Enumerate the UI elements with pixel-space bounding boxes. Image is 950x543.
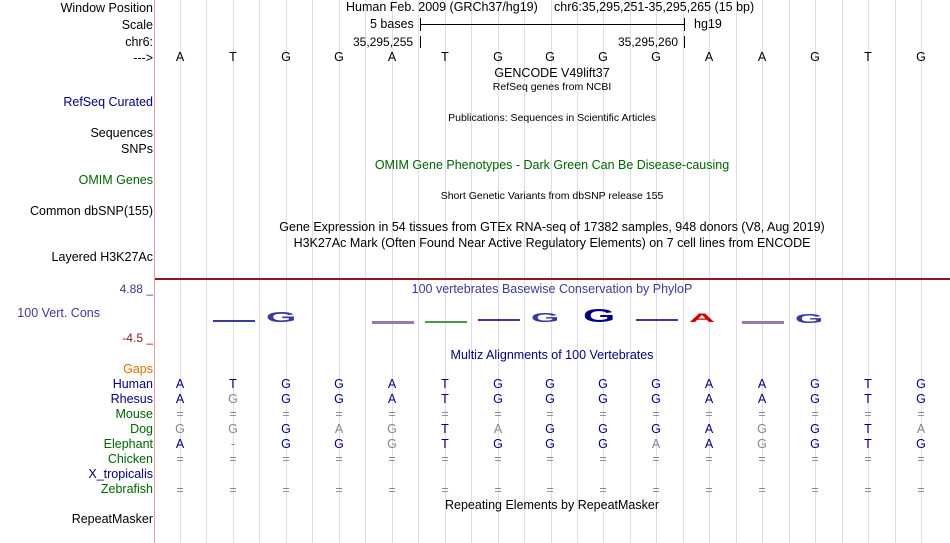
- aligned-base: G: [651, 377, 661, 391]
- h3k27ac-track-desc: H3K27Ac Mark (Often Found Near Active Regulatory Elements) on 7 cell lines from ENCODE: [293, 236, 811, 250]
- aligned-base: G: [545, 422, 555, 436]
- track-group-divider: [155, 278, 950, 280]
- label-scale: Scale: [121, 18, 153, 32]
- aligned-base: T: [864, 377, 872, 391]
- aligned-base: =: [705, 407, 713, 421]
- base: G: [651, 50, 661, 64]
- aligned-base: A: [387, 392, 397, 406]
- aligned-base: =: [917, 483, 925, 497]
- base: G: [493, 50, 503, 64]
- aligned-base: A: [704, 437, 714, 451]
- label-species-human[interactable]: Human: [112, 377, 153, 391]
- aligned-base: =: [229, 452, 237, 466]
- base: A: [704, 50, 714, 64]
- aligned-base: =: [758, 407, 766, 421]
- aligned-base: =: [229, 407, 237, 421]
- aligned-base: G: [334, 437, 344, 451]
- base: A: [387, 50, 397, 64]
- aligned-base: G: [598, 392, 608, 406]
- aligned-base: G: [810, 422, 820, 436]
- aligned-base: G: [810, 392, 820, 406]
- aligned-base: =: [599, 452, 607, 466]
- label-common-dbsnp[interactable]: Common dbSNP(155): [30, 204, 153, 218]
- aligned-base: G: [810, 437, 820, 451]
- aligned-base: =: [441, 407, 449, 421]
- aligned-base: =: [705, 452, 713, 466]
- aligned-base: =: [494, 407, 502, 421]
- aligned-base: G: [493, 392, 503, 406]
- aligned-base: =: [441, 483, 449, 497]
- aligned-base: G: [916, 392, 926, 406]
- aligned-base: G: [757, 437, 767, 451]
- scale-bar: [420, 24, 684, 25]
- label-species-chicken[interactable]: Chicken: [107, 452, 153, 466]
- aligned-base: G: [545, 437, 555, 451]
- scale-text: 5 bases: [370, 17, 414, 31]
- dbsnp-track-desc: Short Genetic Variants from dbSNP release 155: [440, 190, 664, 202]
- aligned-base: G: [651, 392, 661, 406]
- aligned-base: T: [441, 437, 449, 451]
- aligned-base: G: [387, 437, 397, 451]
- aligned-base: =: [176, 483, 184, 497]
- gtex-track-desc: Gene Expression in 54 tissues from GTEx RNA-seq of 17382 samples, 948 donors (V8, Aug 2019): [279, 220, 825, 234]
- aligned-base: =: [917, 407, 925, 421]
- aligned-base: A: [493, 422, 503, 436]
- label-species-x-tropicalis[interactable]: X_tropicalis: [88, 467, 153, 481]
- label-100-vert-cons[interactable]: 100 Vert. Cons: [17, 306, 100, 320]
- base: T: [229, 50, 237, 64]
- aligned-base: G: [545, 392, 555, 406]
- aligned-base: G: [281, 422, 291, 436]
- aligned-base: =: [758, 452, 766, 466]
- aligned-base: =: [546, 483, 554, 497]
- aligned-base: G: [493, 437, 503, 451]
- aligned-base: G: [175, 422, 185, 436]
- aligned-base: A: [175, 377, 185, 391]
- aligned-base: A: [757, 377, 767, 391]
- omim-track-desc: OMIM Gene Phenotypes - Dark Green Can Be Disease-causing: [374, 158, 730, 172]
- aligned-base: =: [335, 452, 343, 466]
- aligned-base: A: [334, 422, 344, 436]
- aligned-base: =: [599, 483, 607, 497]
- aligned-base: =: [388, 407, 396, 421]
- aligned-base: =: [282, 407, 290, 421]
- aligned-base: =: [546, 407, 554, 421]
- aligned-base: G: [598, 377, 608, 391]
- aligned-base: =: [282, 483, 290, 497]
- aligned-base: =: [176, 407, 184, 421]
- aligned-base: G: [228, 422, 238, 436]
- aligned-base: =: [441, 452, 449, 466]
- label-omim-genes[interactable]: OMIM Genes: [78, 173, 153, 187]
- aligned-base: =: [229, 483, 237, 497]
- aligned-base: A: [175, 437, 185, 451]
- aligned-base: A: [704, 392, 714, 406]
- aligned-base: G: [916, 437, 926, 451]
- label-species-zebrafish[interactable]: Zebrafish: [100, 482, 153, 496]
- aligned-base: A: [704, 377, 714, 391]
- aligned-base: A: [916, 422, 926, 436]
- aligned-base: G: [545, 377, 555, 391]
- aligned-base: G: [334, 392, 344, 406]
- aligned-base: =: [917, 452, 925, 466]
- aligned-base: G: [757, 422, 767, 436]
- phylop-track-desc: 100 vertebrates Basewise Conservation by PhyloP: [411, 282, 693, 296]
- aligned-base: =: [652, 407, 660, 421]
- aligned-base: A: [387, 377, 397, 391]
- aligned-base: =: [176, 452, 184, 466]
- aligned-base: =: [652, 452, 660, 466]
- label-repeatmasker[interactable]: RepeatMasker: [71, 512, 153, 526]
- aligned-base: G: [281, 377, 291, 391]
- aligned-base: =: [811, 483, 819, 497]
- aligned-base: A: [704, 422, 714, 436]
- aligned-base: T: [864, 392, 872, 406]
- aligned-base: =: [335, 407, 343, 421]
- aligned-base: A: [757, 392, 767, 406]
- label-species-dog[interactable]: Dog: [130, 422, 153, 436]
- label-strand-arrow[interactable]: --->: [133, 51, 153, 65]
- label-layered-h3k27ac[interactable]: Layered H3K27Ac: [51, 250, 153, 264]
- cons-axis-max: 4.88 _: [119, 282, 153, 296]
- aligned-base: =: [494, 483, 502, 497]
- aligned-base: =: [758, 483, 766, 497]
- aligned-base: A: [175, 392, 185, 406]
- aligned-base: =: [388, 483, 396, 497]
- repeatmasker-track-desc: Repeating Elements by RepeatMasker: [444, 498, 660, 512]
- aligned-base: =: [335, 483, 343, 497]
- label-chrom: chr6:: [125, 35, 153, 49]
- aligned-base: T: [441, 377, 449, 391]
- multiz-track-desc: Multiz Alignments of 100 Vertebrates: [450, 348, 654, 362]
- refseq-track-desc: RefSeq genes from NCBI: [492, 81, 612, 93]
- label-column-separator: [154, 0, 155, 543]
- assembly-title: Human Feb. 2009 (GRCh37/hg19): [346, 0, 538, 14]
- aligned-base: =: [811, 407, 819, 421]
- aligned-base: =: [282, 452, 290, 466]
- base: G: [810, 50, 820, 64]
- label-species-mouse[interactable]: Mouse: [115, 407, 153, 421]
- aligned-base: G: [387, 422, 397, 436]
- aligned-base: T: [441, 422, 449, 436]
- base: G: [598, 50, 608, 64]
- base: A: [175, 50, 185, 64]
- aligned-base: T: [864, 422, 872, 436]
- aligned-base: G: [916, 377, 926, 391]
- aligned-base: =: [494, 452, 502, 466]
- scale-assembly: hg19: [694, 17, 722, 31]
- aligned-base: A: [651, 437, 661, 451]
- aligned-base: G: [281, 437, 291, 451]
- aligned-base: G: [810, 377, 820, 391]
- base: G: [545, 50, 555, 64]
- label-species-elephant[interactable]: Elephant: [103, 437, 153, 451]
- aligned-base: G: [598, 437, 608, 451]
- aligned-base: T: [441, 392, 449, 406]
- label-window-position: Window Position: [60, 1, 153, 15]
- aligned-base: G: [281, 392, 291, 406]
- base: T: [864, 50, 872, 64]
- base: G: [916, 50, 926, 64]
- aligned-base: T: [229, 377, 237, 391]
- position-readout: chr6:35,295,251-35,295,265 (15 bp): [554, 0, 755, 14]
- aligned-base: G: [598, 422, 608, 436]
- base: T: [441, 50, 449, 64]
- label-snps[interactable]: SNPs: [121, 142, 153, 156]
- aligned-base: =: [652, 483, 660, 497]
- aligned-base: =: [864, 452, 872, 466]
- aligned-base: =: [705, 483, 713, 497]
- aligned-base: =: [864, 483, 872, 497]
- coord-left: 35,295,255: [353, 35, 414, 49]
- aligned-base: =: [599, 407, 607, 421]
- aligned-base: =: [546, 452, 554, 466]
- aligned-base: =: [864, 407, 872, 421]
- aligned-base: =: [811, 452, 819, 466]
- aligned-base: G: [228, 392, 238, 406]
- label-species-rhesus[interactable]: Rhesus: [110, 392, 153, 406]
- base: G: [281, 50, 291, 64]
- label-sequences[interactable]: Sequences: [90, 126, 153, 140]
- base: A: [757, 50, 767, 64]
- aligned-base: G: [651, 422, 661, 436]
- aligned-base: G: [493, 377, 503, 391]
- aligned-base: =: [388, 452, 396, 466]
- aligned-base: -: [230, 437, 236, 451]
- label-gaps[interactable]: Gaps: [123, 362, 153, 376]
- publications-track-desc: Publications: Sequences in Scientific Articles: [448, 112, 656, 124]
- gencode-track-title[interactable]: GENCODE V49lift37: [494, 66, 610, 80]
- aligned-base: G: [334, 377, 344, 391]
- base: G: [334, 50, 344, 64]
- coord-right: 35,295,260: [618, 35, 679, 49]
- cons-axis-min: -4.5 _: [122, 331, 153, 345]
- label-refseq-curated[interactable]: RefSeq Curated: [63, 95, 153, 109]
- aligned-base: T: [864, 437, 872, 451]
